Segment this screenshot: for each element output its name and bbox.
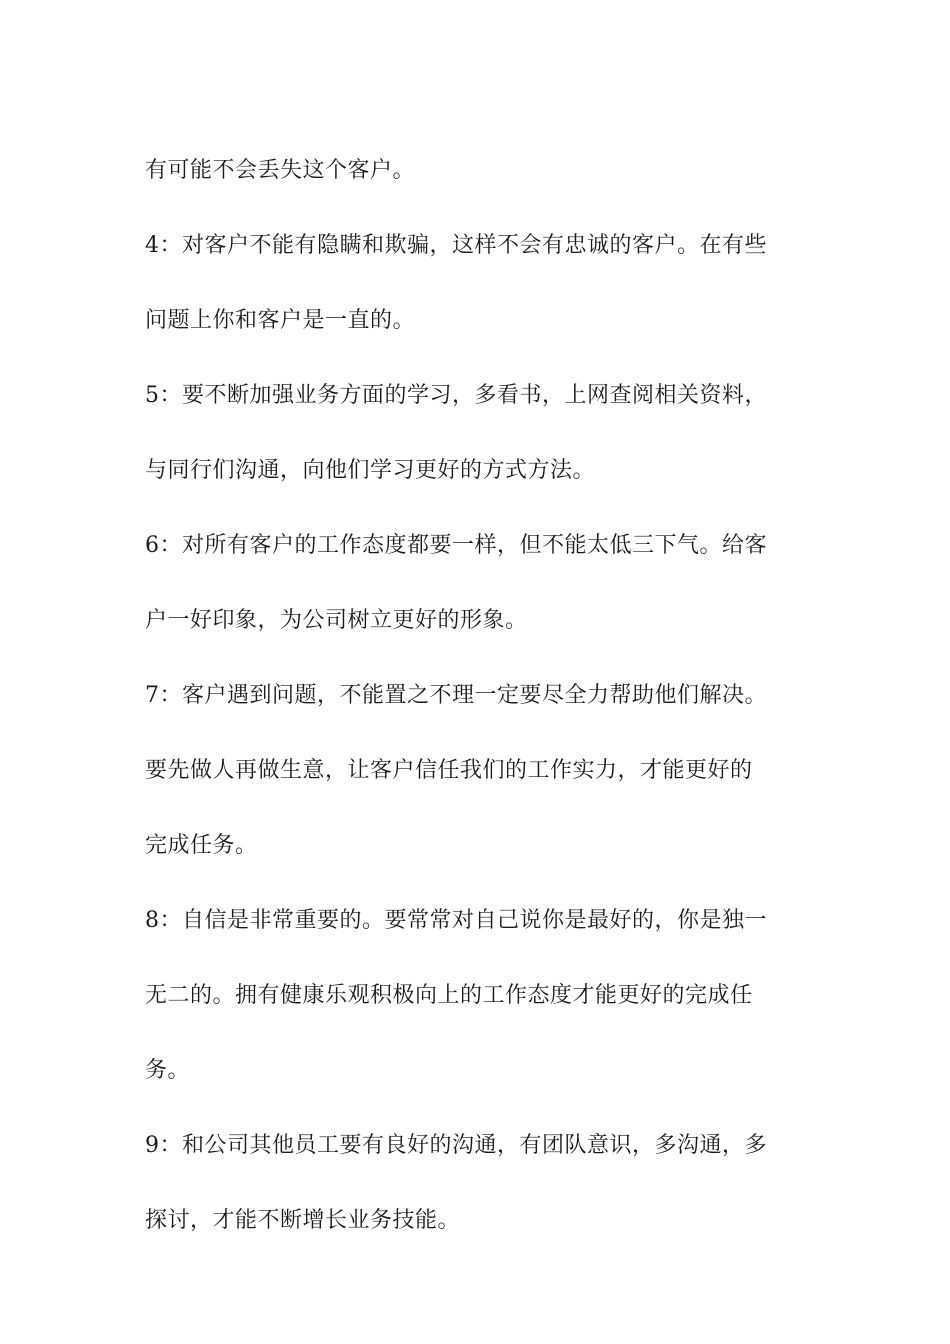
text-line: 无二的。拥有健康乐观积极向上的工作态度才能更好的完成任: [145, 983, 753, 1008]
text-line: 8：自信是非常重要的。要常常对自己说你是最好的，你是独一: [145, 908, 767, 933]
text-line: 问题上你和客户是一直的。: [145, 308, 416, 333]
text-line: 完成任务。: [145, 833, 258, 858]
text-line: 户一好印象，为公司树立更好的形象。: [145, 608, 528, 633]
text-line: 7：客户遇到问题，不能置之不理一定要尽全力帮助他们解决。: [145, 683, 767, 708]
text-line: 9：和公司其他员工要有良好的沟通，有团队意识，多沟通，多: [145, 1133, 767, 1158]
text-line: 探讨，才能不断增长业务技能。: [145, 1208, 461, 1233]
document-body: [145, 133, 815, 1258]
text-line: 要先做人再做生意，让客户信任我们的工作实力，才能更好的: [145, 758, 753, 783]
text-line: 5：要不断加强业务方面的学习，多看书，上网查阅相关资料，: [145, 383, 767, 408]
text-line: 4：对客户不能有隐瞒和欺骗，这样不会有忠诚的客户。在有些: [145, 233, 767, 258]
text-line: 务。: [145, 1058, 191, 1083]
text-line: 6：对所有客户的工作态度都要一样，但不能太低三下气。给客: [145, 533, 767, 558]
text-line: 与同行们沟通，向他们学习更好的方式方法。: [145, 458, 596, 483]
text-line: 有可能不会丢失这个客户。: [145, 158, 416, 183]
